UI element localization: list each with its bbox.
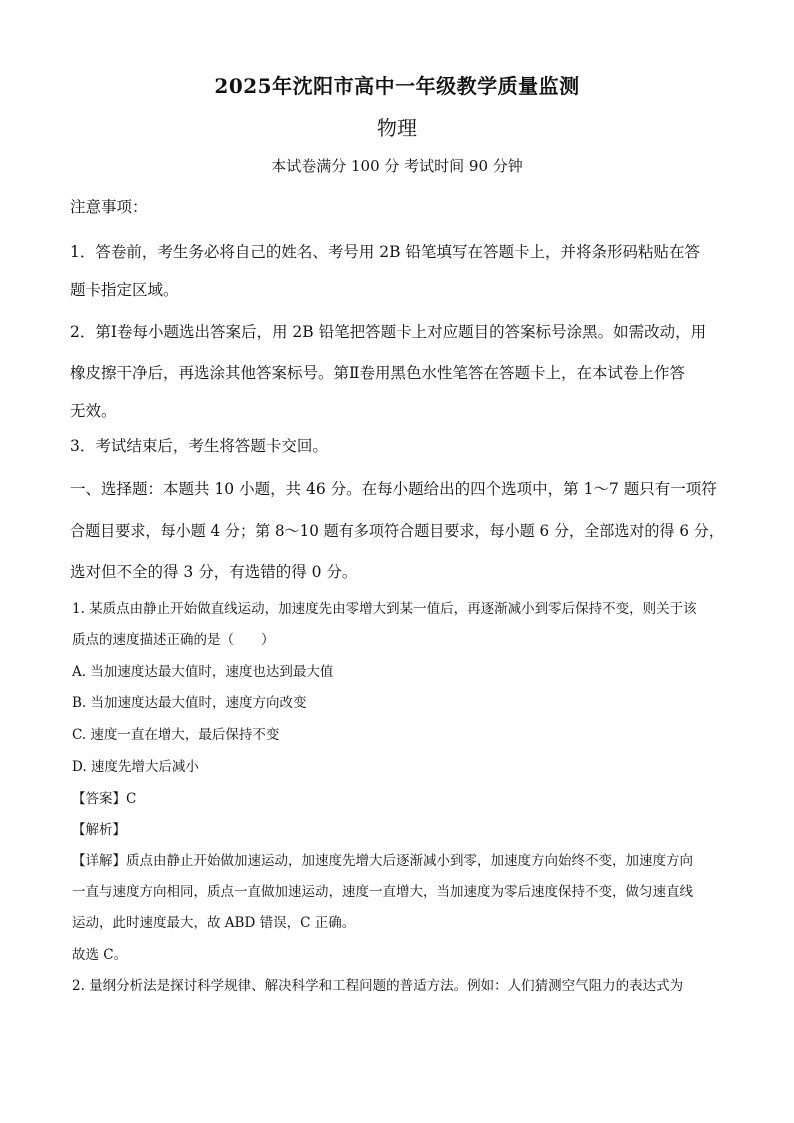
detail-line: 一直与速度方向相同，质点一直做加速运动，速度一直增大，当加速度为零后速度保持不变，做匀速直线 [72,884,693,900]
notes-line: 题卡指定区域。 [70,281,179,299]
question-stem: 1. 某质点由静止开始做直线运动，加速度先由零增大到某一值后，再逐渐减小到零后保持不变，则关于该 [72,601,697,617]
option-d: D. 速度先增大后减小 [72,759,199,775]
question-stem: 质点的速度描述正确的是（ ） [72,632,275,648]
detail-line: 运动，此时速度最大，故 ABD 错误，C 正确。 [72,915,356,931]
option-c: C. 速度一直在增大，最后保持不变 [72,727,280,743]
notes-line: 无效。 [70,402,117,420]
notes-line: 1．答卷前，考生务必将自己的姓名、考号用 2B 铅笔填写在答题卡上，并将条形码粘贴在答 [70,243,700,261]
page-title: 2025年沈阳市高中一年级教学质量监测 [214,74,580,98]
option-b: B. 当加速度达最大值时，速度方向改变 [72,695,307,711]
section-instructions: 选对但不全的得 3 分，有选错的得 0 分。 [70,563,358,581]
subject-title: 物理 [377,116,417,140]
detail-line: 故选 C。 [72,947,128,963]
notes-line: 橡皮擦干净后，再选涂其他答案标号。第Ⅱ卷用黑色水性笔答在答题卡上，在本试卷上作答 [70,364,686,382]
option-a: A. 当加速度达最大值时，速度也达到最大值 [72,664,334,680]
question-stem: 2. 量纲分析法是探讨科学规律、解决科学和工程问题的普适方法。例如：人们猜测空气阻力的表达式为 [72,978,684,994]
analysis-label: 【解析】 [72,822,126,838]
answer-label: 【答案】C [72,791,137,807]
detail-line: 【详解】质点由静止开始做加速运动，加速度先增大后逐渐减小到零，加速度方向始终不变，加速度方向 [72,853,693,869]
section-instructions: 一、选择题：本题共 10 小题，共 46 分。在每小题给出的四个选项中，第 1～7 题只有一项符 [70,480,717,498]
notes-line: 2．第Ⅰ卷每小题选出答案后，用 2B 铅笔把答题卡上对应题目的答案标号涂黑。如需改动，用 [70,323,707,341]
notes-line: 3．考试结束后，考生将答题卡交回。 [70,437,328,455]
notes-heading: 注意事项： [70,198,148,216]
section-instructions: 合题目要求，每小题 4 分；第 8～10 题有多项符合题目要求，每小题 6 分，全部选对的得 6 分， [70,522,724,540]
exam-info: 本试卷满分 100 分 考试时间 90 分钟 [271,157,523,175]
